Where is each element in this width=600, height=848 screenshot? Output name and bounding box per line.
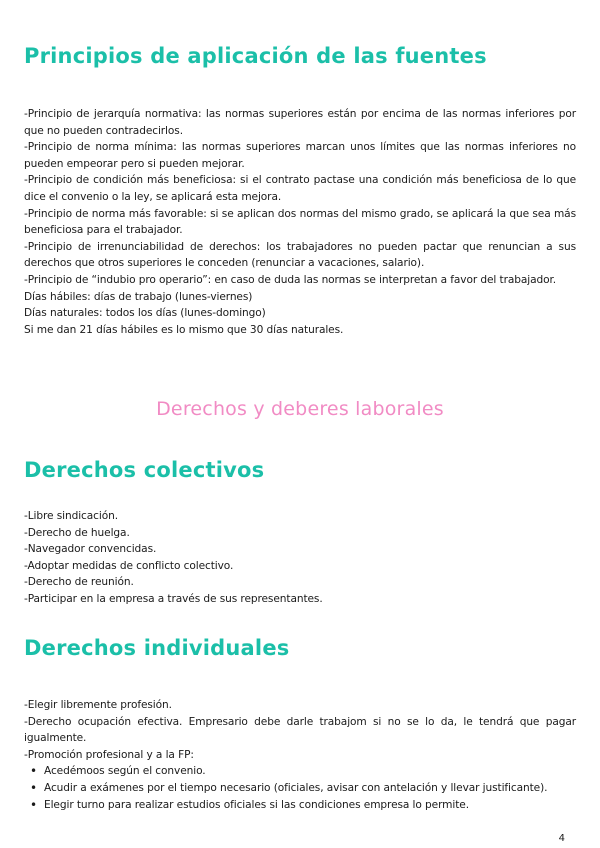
paragraph: Días hábiles: días de trabajo (lunes-viernes) [24, 290, 253, 303]
bullet-item: • Elegir turno para realizar estudios oficiales si las condiciones empresa lo permite. [44, 797, 576, 814]
bullet-list [24, 763, 576, 813]
bullet-item: • Acedémoos según el convenio. [44, 763, 576, 780]
paragraph: -Principio de norma más favorable: si se aplican dos normas del mismo grado, se aplicará la que sea más beneficiosa para el trabajador. [24, 207, 576, 237]
heading-derechos-deberes: Derechos y deberes laborales [156, 398, 444, 420]
paragraph: -Principio de jerarquía normativa: las normas superiores están por encima de las normas inferiores por que no pueden contradecirlos. [24, 108, 576, 137]
paragraph: Si me dan 21 días hábiles es lo mismo que 30 días naturales. [24, 323, 344, 336]
paragraph: -Principio de norma mínima: las normas superiores marcan unos límites que las normas inferiores no pueden empeorar pero si pueden mejorar. [24, 141, 576, 170]
list-item: -Derecho de huelga. [24, 526, 130, 539]
list-item: -Libre sindicación. [24, 510, 118, 522]
principios-body [24, 106, 576, 338]
list-item: -Navegador convencidas. [24, 543, 157, 556]
heading-derechos-colectivos: Derechos colectivos [24, 458, 265, 482]
page-number: 4 [558, 833, 565, 844]
heading-derechos-individuales: Derechos individuales [24, 636, 290, 660]
paragraph: -Promoción profesional y a la FP: [24, 748, 194, 761]
paragraph: -Principio de condición más beneficiosa: si el contrato pactase una condición más beneficiosa de lo que dice el convenio o la ley, se aplicará esta mejora. [24, 174, 576, 203]
paragraph: Días naturales: todos los días (lunes-domingo) [24, 307, 266, 320]
paragraph: -Derecho ocupación efectiva. Empresario debe darle trabajom si no se lo da, le tendrá que pagar igualmente. [24, 715, 576, 745]
list-item: -Derecho de reunión. [24, 576, 134, 589]
paragraph: -Elegir libremente profesión. [24, 699, 172, 711]
list-item: -Participar en la empresa a través de sus representantes. [24, 592, 323, 605]
list-item: -Adoptar medidas de conflicto colectivo. [24, 559, 234, 572]
derechos-individuales-body [24, 697, 576, 813]
derechos-colectivos-list [24, 508, 576, 608]
bullet-item: • Acudir a exámenes por el tiempo necesario (oficiales, avisar con antelación y llevar justificante). [44, 780, 576, 797]
heading-principios: Principios de aplicación de las fuentes [24, 44, 487, 68]
paragraph: -Principio de irrenunciabilidad de derechos: los trabajadores no pueden pactar que renuncian a sus derechos que otros superiores le conceden (renunciar a vacaciones, salario). [24, 240, 576, 270]
paragraph: -Principio de “indubio pro operario”: en caso de duda las normas se interpretan a favor del trabajador. [24, 273, 557, 286]
